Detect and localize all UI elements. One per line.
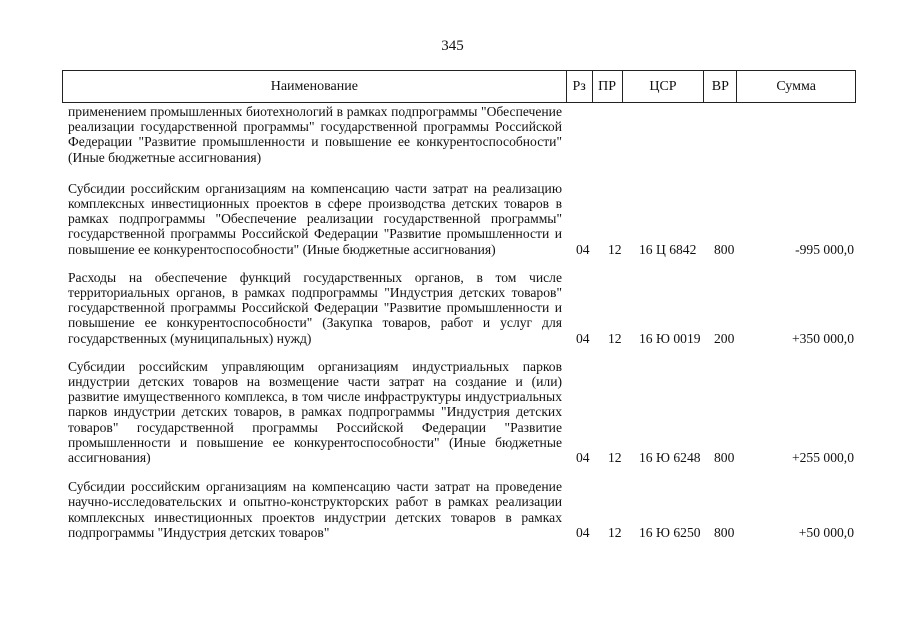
row-vr: 800 [714, 524, 735, 540]
row-sum: +50 000,0 [798, 524, 854, 540]
row-name: Субсидии российским организациям на компенсацию части затрат на проведение научно-исследовательских и опытно-конструкторских работ в рамках реализации комплексных инвестиционных проектов индустрии детских товаров в рамках подпрограммы "Индустрия детских товаров" [68, 479, 562, 540]
row-rz: 04 [576, 524, 590, 540]
header-name: Наименование [270, 78, 358, 94]
header-pr: ПР [592, 71, 622, 102]
header-vr: ВР [703, 71, 736, 102]
row-vr: 200 [714, 330, 735, 346]
row-rz: 04 [576, 450, 590, 466]
table-row [62, 104, 856, 165]
table-row [62, 359, 856, 465]
header-sum: Сумма [736, 71, 855, 102]
row-rz: 04 [576, 330, 590, 346]
row-vr: 800 [714, 241, 735, 257]
row-sum: +350 000,0 [791, 330, 854, 346]
row-csr: 16 Ю 6248 [639, 450, 701, 466]
page-number: 345 [441, 38, 464, 54]
row-csr: 16 Ю 0019 [639, 330, 701, 346]
row-csr: 16 Ц 6842 [639, 241, 697, 257]
row-vr: 800 [714, 450, 735, 466]
row-pr: 12 [608, 241, 622, 257]
row-pr: 12 [608, 450, 622, 466]
row-pr: 12 [608, 330, 622, 346]
header-csr: ЦСР [622, 71, 704, 102]
table-row [62, 181, 856, 257]
table-row [62, 479, 856, 540]
row-name: Расходы на обеспечение функций государственных органов, в том числе территориальных органов, в рамках подпрограммы "Индустрия детских товаров" государственной программы Российской Федерации "Развитие промышленности и повышение ее конкурентоспособности" (Закупка товаров, работ и услуг для государственных (муниципальных) нужд) [68, 269, 562, 346]
header-rz: Рз [566, 71, 592, 102]
row-sum: +255 000,0 [791, 450, 854, 466]
row-rz: 04 [576, 241, 590, 257]
row-sum: -995 000,0 [795, 241, 854, 257]
row-csr: 16 Ю 6250 [639, 524, 701, 540]
row-name: применением промышленных биотехнологий в рамках подпрограммы "Обеспечение реализации государственной программы" государственной программы Российской Федерации "Развитие промышленности и повышение ее конкурентоспособности" (Иные бюджетные ассигнования) [68, 104, 562, 165]
row-pr: 12 [608, 524, 622, 540]
table-header [62, 70, 856, 103]
table-row [62, 270, 856, 346]
budget-table [62, 70, 856, 540]
row-name: Субсидии российским управляющим организациям индустриальных парков индустрии детских товаров на возмещение части затрат на создание и (или) развитие имущественного комплекса, в том числе инфраструктуры индустриальных парков индустрии детских товаров, в рамках подпрограммы "Индустрия детских товаров" государственной программы Российской Федерации "Развитие промышленности и повышение ее конкурентоспособности" (Иные бюджетные ассигнования) [68, 358, 562, 466]
row-name: Субсидии российским организациям на компенсацию части затрат на реализацию комплексных инвестиционных проектов в сфере производства детских товаров в рамках подпрограммы "Обеспечение реализации государственной программы" государственной программы Российской Федерации "Развитие промышленности и повышение ее конкурентоспособности" (Иные бюджетные ассигнования) [68, 180, 562, 257]
